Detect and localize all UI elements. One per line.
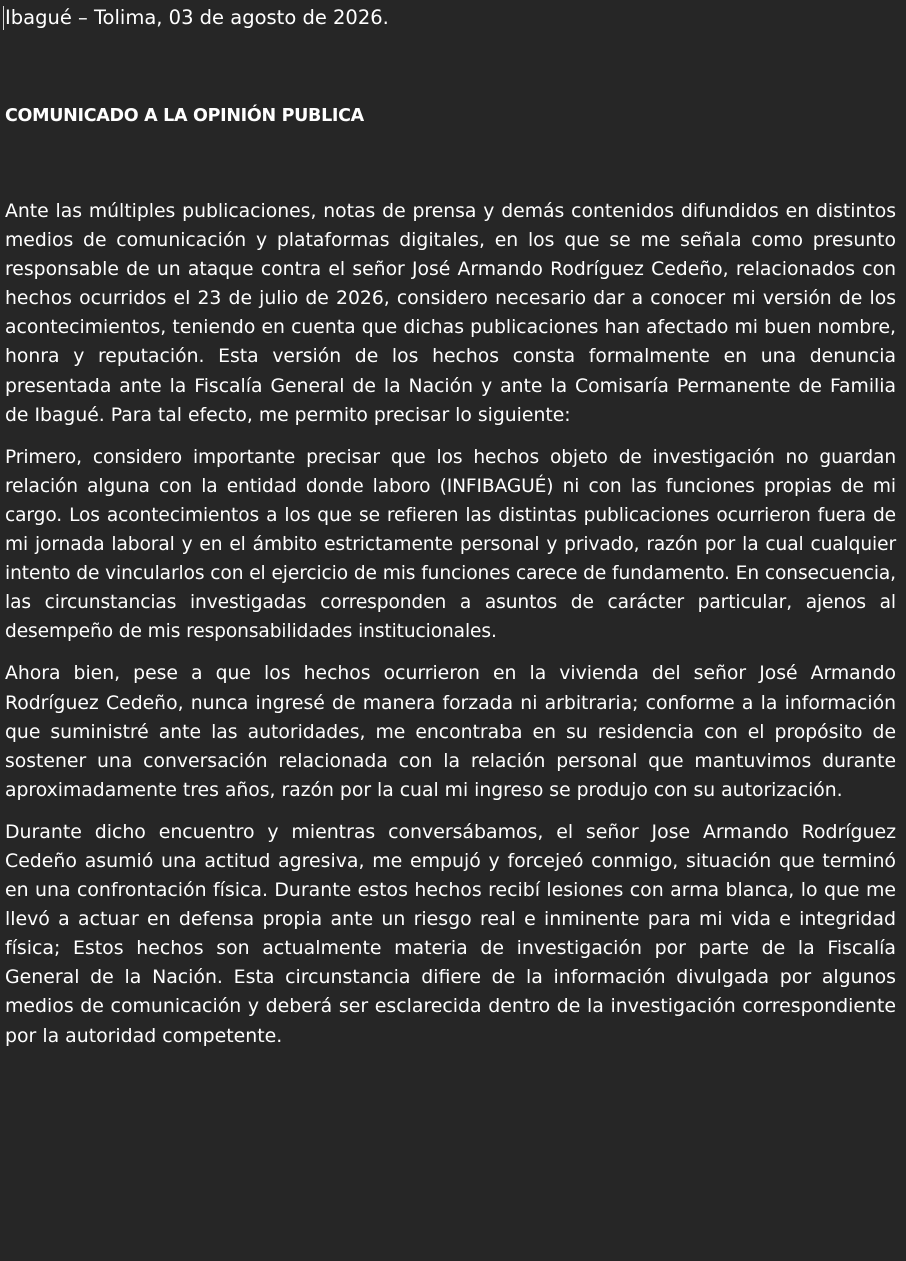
paragraph-1: Ante las múltiples publicaciones, notas de prensa y demás contenidos difundidos en distintos medios de comunicación y plataformas digitales, en los que se me señala como presunto responsable de un ataque contra el señor José Armando Rodríguez Cedeño, relacionados con hechos ocurridos el 23 de julio de 2026, considero necesario dar a conocer mi versión de los acontecimientos, teniendo en cuenta que dichas publicaciones han afectado mi buen nombre, honra y reputación. Esta versión de los hechos consta formalmente en una denuncia presentada ante la Fiscalía General de la Nación y ante la Comisaría Permanente de Familia de Ibagué. Para tal efecto, me permito precisar lo siguiente:: [5, 201, 896, 426]
text-cursor: [3, 6, 4, 30]
paragraph-3: Ahora bien, pese a que los hechos ocurrieron en la vivienda del señor José Armando Rodríguez Cedeño, nunca ingresé de manera forzada ni arbitraria; conforme a la información que suministré ante las autoridades, me encontraba en su residencia con el propósito de sostener una conversación relacionada con la relación personal que mantuvimos durante aproximadamente tres años, razón por la cual mi ingreso se produjo con su autorización.: [5, 663, 896, 801]
paragraph-2: Primero, considero importante precisar que los hechos objeto de investigación no guardan relación alguna con la entidad donde laboro (INFIBAGUÉ) ni con las funciones propias de mi cargo. Los acontecimientos a los que se refieren las distintas publicaciones ocurrieron fuera de mi jornada laboral y en el ámbito estrictamente personal y privado, razón por la cual cualquier intento de vincularlos con el ejercicio de mis funciones carece de fundamento. En consecuencia, las circunstancias investigadas corresponden a asuntos de carácter particular, ajenos al desempeño de mis responsabilidades institucionales.: [5, 446, 896, 643]
document-heading: COMUNICADO A LA OPINIÓN PUBLICA: [5, 106, 364, 126]
document-body: [5, 197, 896, 1064]
paragraph-4: Durante dicho encuentro y mientras conversábamos, el señor Jose Armando Rodríguez Cedeño asumió una actitud agresiva, me empujó y forcejeó conmigo, situación que terminó en una confrontación física. Durante estos hechos recibí lesiones con arma blanca, lo que me llevó a actuar en defensa propia ante un riesgo real e inminente para mi vida e integridad física; Estos hechos son actualmente materia de investigación por parte de la Fiscalía General de la Nación. Esta circunstancia difiere de la información divulgada por algunos medios de comunicación y deberá ser esclarecida dentro de la investigación correspondiente por la autoridad competente.: [5, 820, 896, 1047]
dateline: Ibagué – Tolima, 03 de agosto de 2026.: [5, 6, 389, 29]
